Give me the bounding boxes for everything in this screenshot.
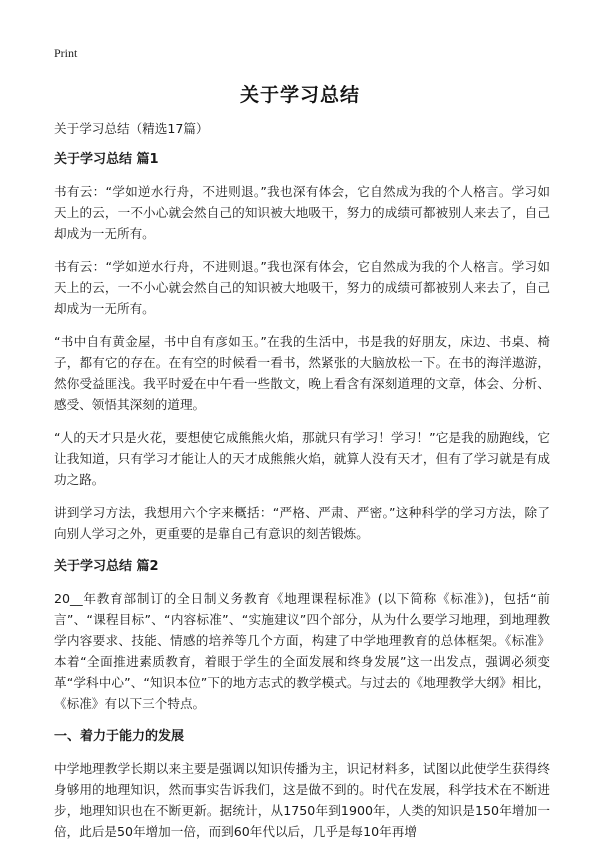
- article-body: [54, 118, 550, 854]
- paragraph: 讲到学习方法，我想用六个字来概括：“严格、严肃、严密。”这种科学的学习方法，除了向别人学习之外，更重要的是靠自己有意识的刻苦锻炼。: [54, 505, 550, 541]
- paragraph: 中学地理教学长期以来主要是强调以知识传播为主，识记材料多，试图以此使学生获得终身够用的地理知识，然而事实告诉我们，这是做不到的。时代在发展，科学技术在不断进步，地理知识也在不断更新。据统计，从1750年到1900年，人类的知识是150年增加一倍，此后是50年增加一倍，而到60年代以后，几乎是每10年再增: [54, 761, 550, 839]
- page-title: 关于学习总结: [239, 84, 360, 106]
- print-link[interactable]: Print: [54, 46, 78, 60]
- section-heading-3: 一、着力于能力的发展: [54, 729, 185, 744]
- paragraph: “人的天才只是火花，要想使它成熊熊火焰，那就只有学习！学习！”它是我的励跑线，它让我知道，只有学习才能让人的天才成熊熊火焰，就算人没有天才，但有了学习就是有成功之路。: [54, 430, 550, 487]
- section-heading-2: 关于学习总结 篇2: [54, 559, 159, 574]
- paragraph: 20__年教育部制订的全日制义务教育《地理课程标准》(以下简称《标准》)，包括“前言”、“课程目标”、“内容标准”、“实施建议”四个部分，从为什么要学习地理，到地理教学内容要求、技能、情感的培养等几个方面，构建了中学地理教育的总体框架。《标准》本着“全面推进素质教育，着眼于学生的全面发展和终身发展”这一出发点，强调必须变革“学科中心”、“知识本位”下的地方志式的教学模式。与过去的《地理教学大纲》相比，《标准》有以下三个特点。: [54, 591, 550, 711]
- paragraph: 书有云：“学如逆水行舟，不进则退。”我也深有体会，它自然成为我的个人格言。学习如天上的云，一不小心就会然自己的知识被大地吸干，努力的成绩可都被别人来去了，自己却成为一无所有。: [54, 184, 550, 241]
- paragraph: 书有云：“学如逆水行舟，不进则退。”我也深有体会，它自然成为我的个人格言。学习如天上的云，一不小心就会然自己的知识被大地吸干，努力的成绩可都被别人来去了，自己却成为一无所有。: [54, 259, 550, 316]
- article-subtitle: 关于学习总结（精选17篇）: [54, 121, 209, 136]
- paragraph: “书中自有黄金屋，书中自有彦如玉。”在我的生活中，书是我的好朋友，床边、书桌、椅子，都有它的存在。在有空的时候看一看书，然紧张的大脑放松一下。在书的海洋遨游，然你受益匪浅。我平时爱在中午看一些散文，晚上看含有深刻道理的文章，体会、分析、感受、领悟其深刻的道理。: [54, 334, 550, 412]
- section-heading-1: 关于学习总结 篇1: [54, 152, 159, 167]
